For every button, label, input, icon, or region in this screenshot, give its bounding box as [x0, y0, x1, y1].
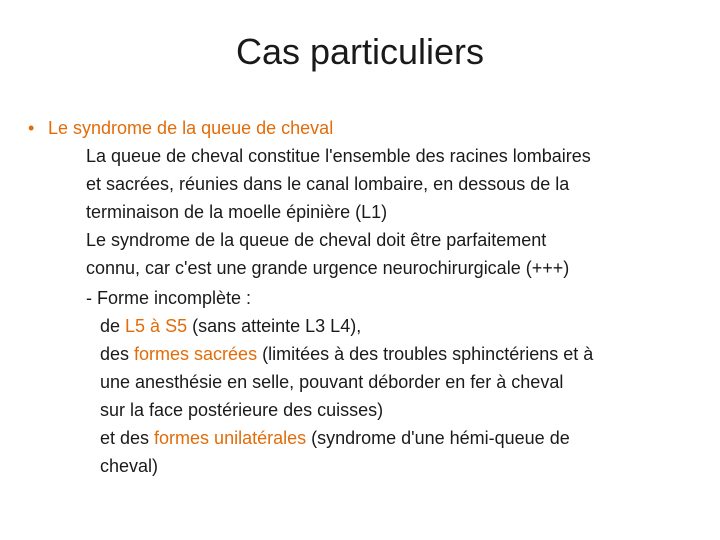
forme-incomplete-label-row — [28, 284, 708, 312]
forme-line-6: cheval) — [100, 456, 159, 476]
forme-line-5 — [100, 424, 708, 452]
paragraph-2 — [28, 226, 708, 282]
highlight-l5-s5: L5 à S5 — [125, 316, 188, 336]
bullet-heading: Le syndrome de la queue de cheval — [48, 118, 334, 138]
text-segment: (sans atteinte L3 L4), — [187, 316, 362, 336]
paragraph-line: et sacrées, réunies dans le canal lombaire, en dessous de la — [86, 174, 570, 194]
text-segment: (syndrome d'une hémi-queue de — [306, 428, 570, 448]
bullet-icon: • — [28, 118, 35, 138]
forme-line-3: une anesthésie en selle, pouvant déborder en fer à cheval — [100, 372, 564, 392]
paragraph-line: Le syndrome de la queue de cheval doit être parfaitement — [86, 230, 547, 250]
paragraph-1 — [28, 142, 708, 226]
slide-title: Cas particuliers — [235, 31, 485, 72]
forme-line-1 — [100, 312, 708, 340]
text-segment: (limitées à des troubles sphinctériens et à — [257, 344, 594, 364]
highlight-formes-unilaterales: formes unilatérales — [154, 428, 307, 448]
highlight-formes-sacrees: formes sacrées — [134, 344, 258, 364]
paragraph-line: La queue de cheval constitue l'ensemble des racines lombaires — [86, 146, 591, 166]
forme-details — [28, 312, 708, 480]
text-segment: des — [100, 344, 135, 364]
forme-line-2 — [100, 340, 708, 368]
text-segment: de — [100, 316, 126, 336]
paragraph-line: terminaison de la moelle épinière (L1) — [86, 202, 388, 222]
text-segment: et des — [100, 428, 155, 448]
slide-body — [28, 114, 708, 480]
forme-line-4: sur la face postérieure des cuisses) — [100, 400, 384, 420]
forme-incomplete-label: - Forme incomplète : — [86, 288, 252, 308]
bullet-heading-line — [28, 114, 708, 142]
paragraph-line: connu, car c'est une grande urgence neurochirurgicale (+++) — [86, 258, 570, 278]
